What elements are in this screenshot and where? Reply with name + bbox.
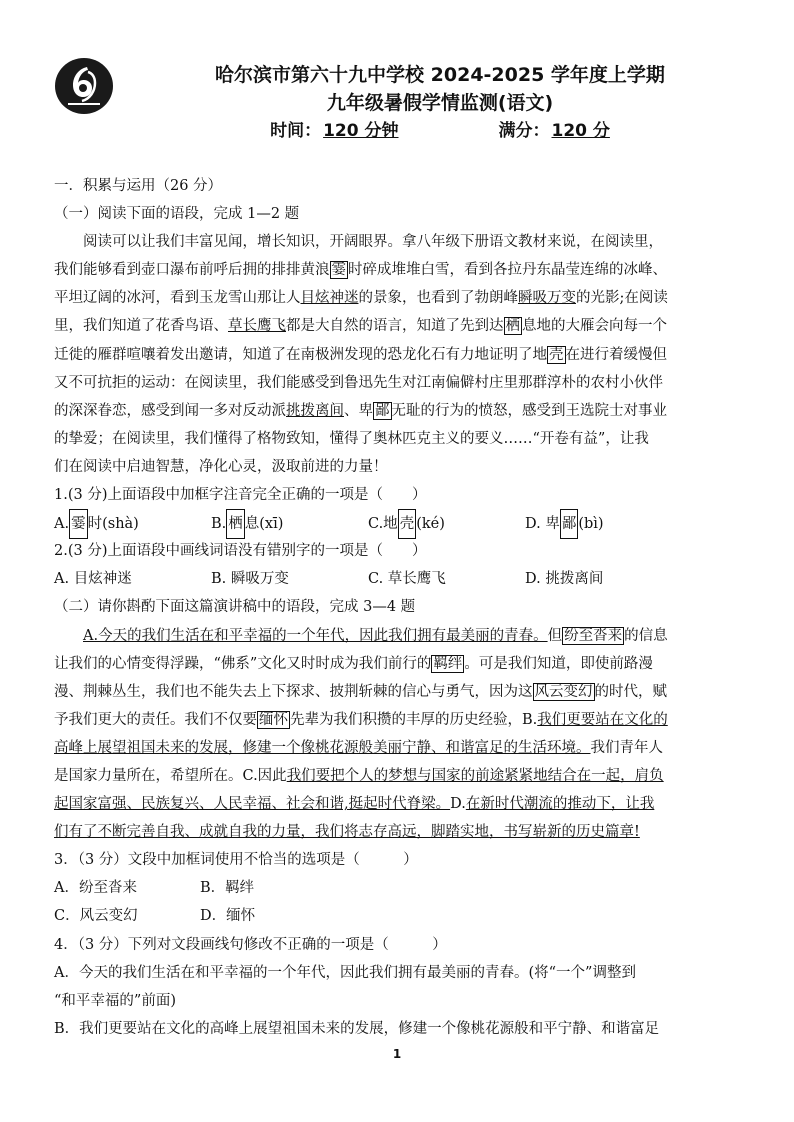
passage2-line: 漫、荆棘丛生，我们也不能失去上下探求、披荆斩棘的信心与勇气，因为这 风云变幻 的时代，赋 [54, 683, 667, 700]
passage1-line: 我们能够看到壶口瀑布前呼后拥的排排黄浪 霎 时碎成堆堆白雪，看到各拉丹东晶莹连绵的冰峰、 [54, 262, 667, 279]
passage1-line: 阅读可以让我们丰富见闻，增长知识，开阔眼界。拿八年级下册语文教材来说，在阅读里， [83, 234, 663, 251]
passage1-line: 又不可抗拒的运动：在阅读里，我们能感受到鲁迅先生对江南偏僻村庄里那群淳朴的农村小伙伴 [54, 374, 663, 391]
boxed-char: 霎 [331, 262, 346, 279]
underlined-word: 挑拨离间 [286, 402, 344, 419]
option-d: D. 卑 鄙 (bì) [525, 509, 604, 537]
passage2-line: 起国家富强、民族复兴、人民幸福、社会和谐,挺起时代脊梁。D.在新时代潮流的推动下，让我 [54, 796, 655, 813]
underlined-sentence: 起国家富强、民族复兴、人民幸福、社会和谐,挺起时代脊梁。 [54, 796, 451, 813]
passage2-line: A.今天的我们生活在和平幸福的一个年代，因此我们拥有最美丽的青春。但 纷至沓来 的信息 [83, 627, 668, 644]
option-a: A．纷至沓来 [54, 880, 137, 897]
question-3-stem: 3．（3 分）文段中加框词使用不恰当的选项是（ ） [54, 852, 418, 869]
option-b: B．羁绊 [200, 880, 255, 897]
option-c: C.地 壳 (ké) [368, 509, 525, 537]
time-value: 120 分钟 [323, 121, 399, 141]
option-c: C．风云变幻 [54, 908, 138, 925]
option-a: A. 霎 时(shà) [54, 509, 211, 537]
question-3-options [54, 902, 742, 930]
question-1-options [54, 509, 742, 537]
part2-heading: （二）请你斟酌下面这篇演讲稿中的语段，完成 3—4 题 [54, 599, 416, 616]
option-b: B. 栖 息(xī) [211, 509, 368, 537]
boxed-word: 纷至沓来 [564, 627, 623, 644]
option-d: D. 挑拨离间 [525, 571, 604, 588]
option-b: B. 瞬吸万变 [211, 571, 289, 588]
exam-subtitle: 九年级暑假学情监测(语文) [326, 92, 554, 114]
passage2-line: 是国家力量所在，希望所在。C.因此我们要把个人的梦想与国家的前途紧紧地结合在一起，肩负 [54, 767, 664, 784]
boxed-char: 鄙 [375, 402, 390, 419]
boxed-word: 风云变幻 [534, 683, 593, 700]
passage1-line: 迁徙的雁群喧嚷着发出邀请，知道了在南极洲发现的恐龙化石有力地证明了地 壳 在进行着缓慢但 [54, 346, 667, 363]
passage1-line: 的挚爱；在阅读里，我们懂得了格物致知，懂得了奥林匹克主义的要义……“开卷有益”，让我 [54, 430, 649, 447]
underlined-word: 草长鹰飞 [228, 318, 286, 335]
underlined-word: 目炫神迷 [300, 290, 359, 307]
section-heading: 一．积累与运用（26 分） [54, 178, 223, 194]
passage2-line: 让我们的心情变得浮躁，“佛系”文化又时时成为我们前行的 羁绊 。可是我们知道，即使前路漫 [54, 655, 653, 672]
passage1-line: 们在阅读中启迪智慧，净化心灵，汲取前进的力量！ [54, 458, 388, 475]
exam-content [54, 172, 742, 1043]
passage1-line: 的深深眷恋，感受到闻一多对反动派挑拨离间、卑 鄙 无耻的行为的愤怒，感受到王选院士对事业 [54, 402, 667, 419]
boxed-word: 羁绊 [433, 655, 463, 672]
option-c: C. 草长鹰飞 [368, 571, 446, 588]
question-4-option-a-cont: “和平幸福的”前面) [54, 992, 176, 1009]
option-a: A. 目炫神迷 [54, 571, 132, 588]
score-label: 满分： [498, 121, 550, 141]
page-number: 1 [392, 1047, 402, 1061]
question-2-stem: 2.(3 分)上面语段中画线词语没有错别字的一项是（ ） [54, 543, 427, 560]
underlined-word: 瞬吸万变 [518, 290, 576, 307]
underlined-sentence: 高峰上展望祖国未来的发展，修建一个像桃花源般美丽宁静、和谐富足的生活环境。 [54, 739, 591, 756]
question-4-stem: 4．（3 分）下列对文段画线句修改不正确的一项是（ ） [54, 936, 447, 953]
passage2-line: 予我们更大的责任。我们不仅要 缅怀 先辈为我们积攒的丰厚的历史经验，B.我们更要站在文化的 [54, 711, 668, 728]
question-2-options [54, 565, 742, 593]
boxed-char: 壳 [549, 346, 564, 363]
underlined-sentence: 们有了不断完善自我、成就自我的力量，我们将志存高远，脚踏实地，书写崭新的历史篇章! [54, 824, 640, 841]
school-logo-icon [54, 57, 114, 115]
passage1-line: 平坦辽阔的冰河，看到玉龙雪山那让人目炫神迷的景象，也看到了勃朗峰瞬吸万变的光影;在阅读 [54, 290, 668, 307]
question-3-options [54, 874, 742, 902]
part1-heading: （一）阅读下面的语段，完成 1—2 题 [54, 206, 300, 223]
score-value: 120 分 [551, 121, 610, 141]
passage1-line: 里，我们知道了花香鸟语、草长鹰飞都是大自然的语言，知道了先到达 栖 息地的大雁会向每一个 [54, 318, 667, 335]
passage2-line [54, 818, 742, 846]
question-4-option-a: A．今天的我们生活在和平幸福的一个年代，因此我们拥有最美丽的青春。(将“一个”调整到 [54, 964, 636, 981]
option-d: D．缅怀 [200, 908, 256, 925]
passage2-line: 高峰上展望祖国未来的发展，修建一个像桃花源般美丽宁静、和谐富足的生活环境。我们青年人 [54, 739, 663, 756]
exam-meta [150, 116, 730, 141]
question-4-option-b: B．我们更要站在文化的高峰上展望祖国未来的发展，修建一个像桃花源般和平宁静、和谐富足 [54, 1020, 660, 1037]
underlined-sentence: 在新时代潮流的推动下，让我 [465, 796, 655, 813]
time-label: 时间： [270, 121, 322, 141]
question-1-stem: 1.(3 分)上面语段中加框字注音完全正确的一项是（ ） [54, 487, 427, 504]
underlined-sentence: 我们更要站在文化的 [537, 711, 668, 728]
underlined-sentence: 我们要把个人的梦想与国家的前途紧紧地结合在一起，肩负 [286, 767, 664, 784]
boxed-word: 缅怀 [259, 711, 288, 728]
underlined-sentence: A.今天的我们生活在和平幸福的一个年代，因此我们拥有最美丽的青春。 [83, 627, 548, 644]
boxed-char: 栖 [505, 318, 520, 335]
exam-title: 哈尔滨市第六十九中学校 2024-2025 学年度上学期 [215, 64, 665, 86]
